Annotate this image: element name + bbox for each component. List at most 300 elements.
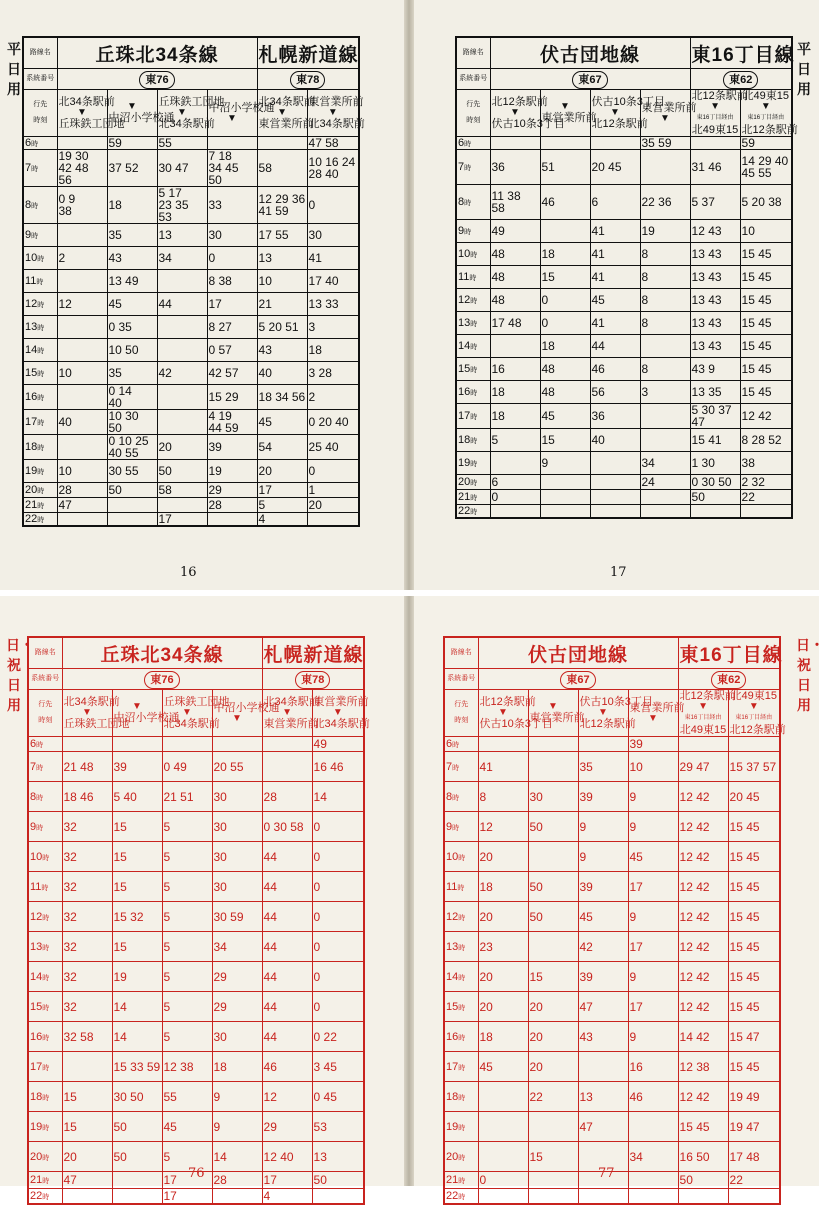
minute-cell (578, 1172, 628, 1189)
minute-cell: 12 (262, 1082, 312, 1112)
hour-suffix: 時 (458, 854, 466, 862)
system-cell (262, 669, 364, 690)
hour-value: 15 (30, 1000, 43, 1013)
minute-cell: 8 (640, 266, 690, 289)
minute-cell: 15 45 (740, 243, 792, 266)
hour-value: 13 (25, 321, 38, 333)
hour-value: 18 (30, 1090, 43, 1103)
destination-to: 北12条駅前 (579, 718, 636, 730)
minute-cell: 12 43 (690, 220, 740, 243)
minute-cell (62, 1052, 112, 1082)
hour-suffix: 時 (42, 1194, 50, 1201)
minute-cell: 30 47 (157, 150, 207, 187)
minute-cell: 0 49 (162, 752, 212, 782)
minute-cell: 48 (540, 381, 590, 404)
minute-cell: 12 42 (740, 404, 792, 429)
hour-value: 9 (30, 820, 37, 833)
hour-cell (28, 962, 62, 992)
hour-row (23, 513, 359, 527)
minute-cell: 53 (312, 1112, 364, 1142)
hour-row (444, 842, 780, 872)
minute-cell: 17 40 (307, 270, 359, 293)
hour-suffix: 時 (458, 1004, 466, 1012)
hour-cell (23, 293, 57, 316)
minute-cell (62, 1189, 112, 1205)
minute-cell: 1 (307, 483, 359, 498)
destination-to: 東営業所前 (541, 112, 597, 124)
hour-value: 11 (30, 880, 42, 893)
minute-cell: 30 (212, 782, 262, 812)
destination-to: 北34条駅前 (308, 118, 365, 130)
hour-value: 22 (458, 505, 471, 517)
hour-cell (23, 247, 57, 270)
minute-cell: 6 (590, 185, 640, 220)
minute-cell: 12 38 (162, 1052, 212, 1082)
minute-cell: 50 (157, 460, 207, 483)
minute-cell: 10 (57, 460, 107, 483)
hour-cell (28, 1189, 62, 1205)
side-label-left: 平日用 (7, 42, 21, 98)
hour-value: 18 (446, 1090, 459, 1103)
minute-cell: 5 37 (690, 185, 740, 220)
hour-row (444, 1022, 780, 1052)
destination-row (28, 690, 364, 737)
minute-cell (590, 137, 640, 150)
hour-suffix: 時 (36, 742, 44, 749)
via-note: 東16丁目経由 (684, 715, 722, 722)
down-arrow-icon: ▼ (560, 101, 570, 112)
down-arrow-icon: ▼ (760, 101, 771, 112)
destination-from: 北49東15 (742, 90, 790, 102)
hour-cell (444, 992, 478, 1022)
minute-cell: 17 (162, 1189, 212, 1205)
minute-cell: 30 (307, 224, 359, 247)
minute-cell: 20 (257, 460, 307, 483)
hour-row (28, 932, 364, 962)
hour-value: 17 (25, 416, 38, 428)
minute-cell (628, 1189, 678, 1205)
minute-cell (262, 752, 312, 782)
minute-cell: 18 (478, 1022, 528, 1052)
minute-cell: 32 (62, 932, 112, 962)
hour-value: 12 (446, 910, 459, 923)
system-cell (490, 69, 690, 90)
minute-cell: 47 (578, 1112, 628, 1142)
minute-cell (262, 737, 312, 752)
minute-cell (640, 335, 690, 358)
minute-cell: 16 (490, 358, 540, 381)
hour-value: 15 (446, 1000, 459, 1013)
minute-cell: 44 (262, 962, 312, 992)
minute-cell: 0 22 (312, 1022, 364, 1052)
minute-cell (678, 737, 728, 752)
minute-cell (107, 513, 157, 527)
minute-cell: 20 55 (212, 752, 262, 782)
hour-value: 12 (458, 294, 471, 306)
hour-cell (23, 385, 57, 410)
minute-cell: 0 (312, 902, 364, 932)
minute-cell: 13 43 (690, 312, 740, 335)
minute-cell: 42 (578, 932, 628, 962)
minute-cell (578, 1189, 628, 1205)
hour-row (444, 782, 780, 812)
minute-cell: 19 (640, 220, 690, 243)
minute-cell: 17 (628, 932, 678, 962)
hour-value: 16 (458, 386, 471, 398)
minute-cell: 13 49 (107, 270, 157, 293)
hour-value: 14 (458, 340, 471, 352)
hour-suffix: 時 (36, 794, 44, 802)
minute-cell: 20 (62, 1142, 112, 1172)
minute-cell: 5 (162, 932, 212, 962)
hour-suffix: 時 (41, 884, 49, 892)
destination-from: 北34条駅前 (258, 96, 315, 108)
minute-cell: 45 (162, 1112, 212, 1142)
minute-cell: 13 43 (690, 289, 740, 312)
hour-value: 14 (25, 344, 38, 356)
minute-cell: 18 (478, 872, 528, 902)
down-arrow-icon: ▼ (610, 107, 620, 118)
minute-cell (207, 513, 257, 527)
minute-cell (640, 429, 690, 452)
minute-cell: 8 27 (207, 316, 257, 339)
hour-row (456, 381, 792, 404)
minute-cell: 4 (257, 513, 307, 527)
minute-cell: 0 (312, 932, 364, 962)
minute-cell: 5 (257, 498, 307, 513)
hour-suffix: 時 (452, 824, 460, 832)
hour-row (456, 505, 792, 519)
hour-suffix: 時 (458, 1034, 466, 1042)
destination-to: 北34条駅前 (163, 718, 220, 730)
minute-cell: 0 30 50 (690, 475, 740, 490)
minute-cell: 15 45 (740, 358, 792, 381)
hour-cell (23, 513, 57, 527)
minute-cell: 41 (590, 243, 640, 266)
minute-cell: 8 28 52 (740, 429, 792, 452)
hour-value: 19 (25, 465, 38, 477)
hour-value: 17 (458, 410, 471, 422)
minute-cell: 15 45 (728, 992, 780, 1022)
minute-cell (528, 932, 578, 962)
minute-cell: 49 (312, 737, 364, 752)
hour-cell (444, 1142, 478, 1172)
minute-cell: 15 (540, 429, 590, 452)
minute-cell: 9 (540, 452, 590, 475)
hour-suffix: 時 (458, 1178, 466, 1185)
system-cell (690, 69, 792, 90)
minute-cell: 5 40 (112, 782, 162, 812)
down-arrow-icon: ▼ (127, 101, 137, 112)
minute-cell: 32 (62, 902, 112, 932)
minute-cell: 15 (540, 266, 590, 289)
hour-suffix: 時 (464, 141, 472, 148)
minute-cell: 17 48 (728, 1142, 780, 1172)
time-label-text: 時刻 (454, 717, 469, 724)
destination-from: 丘珠鉄工団地 (163, 696, 230, 708)
minute-cell: 36 (590, 404, 640, 429)
hour-cell (444, 812, 478, 842)
hour-cell (456, 220, 490, 243)
minute-cell: 50 (528, 872, 578, 902)
minute-cell: 40 (590, 429, 640, 452)
route-badge: 東62 (723, 71, 758, 89)
minute-cell (490, 452, 540, 475)
minute-cell: 47 (578, 992, 628, 1022)
minute-cell: 12 42 (678, 812, 728, 842)
route-badge: 東67 (572, 71, 607, 89)
page-number: 17 (610, 565, 627, 580)
minute-cell: 0 (312, 842, 364, 872)
minute-cell: 10 16 24 28 40 (307, 150, 359, 187)
minute-cell: 5 (162, 962, 212, 992)
hour-row (28, 782, 364, 812)
minute-cell: 55 (162, 1082, 212, 1112)
minute-cell (540, 475, 590, 490)
minute-cell: 0 (312, 872, 364, 902)
minute-cell: 12 42 (678, 872, 728, 902)
destination-cell (678, 690, 736, 737)
minute-cell: 44 (262, 902, 312, 932)
minute-cell: 3 (307, 316, 359, 339)
hour-row (456, 137, 792, 150)
hour-cell (23, 270, 57, 293)
minute-cell: 37 52 (107, 150, 157, 187)
minute-cell: 14 (112, 1022, 162, 1052)
hour-cell (444, 1052, 478, 1082)
hour-suffix: 時 (458, 1154, 466, 1162)
hour-row (444, 1082, 780, 1112)
hour-row (28, 1022, 364, 1052)
timetable-77 (443, 636, 786, 1205)
minute-cell: 22 (740, 490, 792, 505)
hour-suffix: 時 (458, 1094, 466, 1102)
minute-cell: 39 (112, 752, 162, 782)
minute-cell (640, 150, 690, 185)
hour-suffix: 時 (470, 367, 478, 374)
minute-cell (490, 137, 540, 150)
minute-cell (540, 137, 590, 150)
minute-cell: 15 45 (728, 902, 780, 932)
minute-cell: 58 (157, 483, 207, 498)
hour-value: 6 (25, 137, 32, 149)
hour-suffix: 時 (464, 229, 472, 236)
minute-cell (57, 339, 107, 362)
hour-cell (28, 872, 62, 902)
minute-cell: 43 (107, 247, 157, 270)
minute-cell: 43 9 (690, 358, 740, 381)
hour-row (444, 737, 780, 752)
minute-cell (157, 339, 207, 362)
timetable-16 (22, 36, 365, 527)
destination-to: 北12条駅前 (591, 118, 648, 130)
minute-cell (528, 842, 578, 872)
minute-cell (540, 490, 590, 505)
minute-cell: 12 42 (678, 842, 728, 872)
hour-suffix: 時 (452, 764, 460, 772)
hour-suffix: 時 (470, 509, 478, 516)
minute-cell: 32 (62, 992, 112, 1022)
minute-cell: 8 (478, 782, 528, 812)
hour-cell (23, 224, 57, 247)
hour-cell (456, 137, 490, 150)
minute-cell (590, 475, 640, 490)
minute-cell: 34 (212, 932, 262, 962)
minute-cell: 30 50 (112, 1082, 162, 1112)
minute-cell: 3 28 (307, 362, 359, 385)
minute-cell: 13 43 (690, 266, 740, 289)
destination-to: 東営業所前 (258, 118, 314, 130)
minute-cell: 0 14 40 (107, 385, 157, 410)
minute-cell: 21 51 (162, 782, 212, 812)
minute-cell: 30 59 (212, 902, 262, 932)
down-arrow-icon: ▼ (660, 113, 670, 124)
system-no-label: 系統番号 (456, 69, 490, 90)
minute-cell: 19 30 42 48 56 (57, 150, 107, 187)
hour-row (456, 490, 792, 505)
hour-value: 22 (30, 1190, 43, 1202)
hour-value: 9 (446, 820, 453, 833)
route-name: 伏古団地線 (490, 37, 690, 69)
minute-cell: 45 (628, 842, 678, 872)
minute-cell (157, 410, 207, 435)
down-arrow-icon: ▼ (177, 107, 187, 118)
hour-suffix: 時 (42, 1154, 50, 1162)
hour-cell (28, 1142, 62, 1172)
minute-cell: 14 (212, 1142, 262, 1172)
hour-value: 9 (458, 225, 465, 237)
hour-value: 6 (458, 137, 465, 149)
hour-row (23, 362, 359, 385)
minute-cell: 56 (590, 381, 640, 404)
minute-cell: 18 46 (62, 782, 112, 812)
minute-cell (628, 1112, 678, 1142)
minute-cell: 15 45 (728, 932, 780, 962)
minute-cell: 18 (212, 1052, 262, 1082)
minute-cell: 15 (112, 812, 162, 842)
minute-cell: 45 (478, 1052, 528, 1082)
minute-cell: 28 (262, 782, 312, 812)
minute-cell: 34 (640, 452, 690, 475)
minute-cell: 15 41 (690, 429, 740, 452)
hour-row (444, 932, 780, 962)
minute-cell: 32 58 (62, 1022, 112, 1052)
hour-suffix: 時 (37, 302, 45, 309)
minute-cell: 12 38 (678, 1052, 728, 1082)
hour-cell (456, 243, 490, 266)
minute-cell: 46 (590, 358, 640, 381)
route-badge: 東78 (290, 71, 325, 89)
hour-cell (456, 312, 490, 335)
hour-row (23, 247, 359, 270)
minute-cell (307, 513, 359, 527)
minute-cell: 48 (540, 358, 590, 381)
minute-cell: 15 (112, 872, 162, 902)
hour-row (456, 150, 792, 185)
minute-cell: 51 (540, 150, 590, 185)
hour-suffix: 時 (37, 420, 45, 427)
minute-cell: 40 (57, 410, 107, 435)
minute-cell: 19 47 (728, 1112, 780, 1142)
hour-value: 20 (458, 476, 471, 488)
destination-from: 北34条駅前 (63, 696, 120, 708)
route-row (23, 37, 359, 69)
minute-cell (540, 505, 590, 519)
hour-cell (444, 962, 478, 992)
hour-cell (444, 872, 478, 902)
minute-cell: 18 (107, 187, 157, 224)
minute-cell: 15 (62, 1082, 112, 1112)
down-arrow-icon: ▼ (498, 707, 508, 718)
destination-to: 北34条駅前 (313, 718, 370, 730)
minute-cell: 13 43 (690, 243, 740, 266)
minute-cell: 0 57 (207, 339, 257, 362)
hour-suffix: 時 (31, 233, 39, 240)
minute-cell: 1 30 (690, 452, 740, 475)
minute-cell (107, 498, 157, 513)
minute-cell: 17 (157, 513, 207, 527)
system-cell (62, 669, 262, 690)
minute-cell: 28 (212, 1172, 262, 1189)
hour-cell (28, 932, 62, 962)
minute-cell: 20 (478, 992, 528, 1022)
minute-cell: 5 (162, 872, 212, 902)
hour-cell (28, 1172, 62, 1189)
minute-cell (57, 270, 107, 293)
minute-cell: 15 45 (728, 842, 780, 872)
down-arrow-icon: ▼ (327, 107, 338, 118)
minute-cell (528, 752, 578, 782)
page-number: 16 (180, 565, 197, 580)
minute-cell: 18 (540, 243, 590, 266)
system-row (23, 69, 359, 90)
destination-from: 北49東15 (730, 690, 778, 702)
minute-cell (690, 505, 740, 519)
hour-suffix: 時 (458, 974, 466, 982)
minute-cell: 9 (628, 962, 678, 992)
hour-value: 20 (446, 1150, 459, 1163)
destination-to: 丘珠鉄工団地 (58, 118, 125, 130)
minute-cell: 18 34 56 (257, 385, 307, 410)
down-arrow-icon: ▼ (698, 701, 708, 712)
minute-cell (478, 1112, 528, 1142)
hour-value: 11 (446, 880, 458, 893)
destination-from: 北12条駅前 (691, 90, 748, 102)
destination-to: 中沼小学校通 (108, 112, 175, 124)
minute-cell: 44 (590, 335, 640, 358)
route-badge: 東76 (139, 71, 174, 89)
minute-cell: 15 45 (728, 962, 780, 992)
hour-suffix: 時 (42, 854, 50, 862)
minute-cell: 21 (257, 293, 307, 316)
hour-suffix: 時 (42, 1094, 50, 1102)
hour-value: 20 (25, 484, 38, 496)
hour-row (23, 435, 359, 460)
minute-cell: 15 45 (678, 1112, 728, 1142)
minute-cell: 19 (207, 460, 257, 483)
minute-cell: 17 55 (257, 224, 307, 247)
minute-cell: 44 (262, 872, 312, 902)
hour-row (444, 752, 780, 782)
hour-cell (28, 1112, 62, 1142)
minute-cell: 25 40 (307, 435, 359, 460)
hour-row (444, 812, 780, 842)
minute-cell (207, 137, 257, 150)
minute-cell: 45 (590, 289, 640, 312)
minute-cell: 10 50 (107, 339, 157, 362)
minute-cell: 47 (62, 1172, 112, 1189)
minute-cell: 18 (307, 339, 359, 362)
